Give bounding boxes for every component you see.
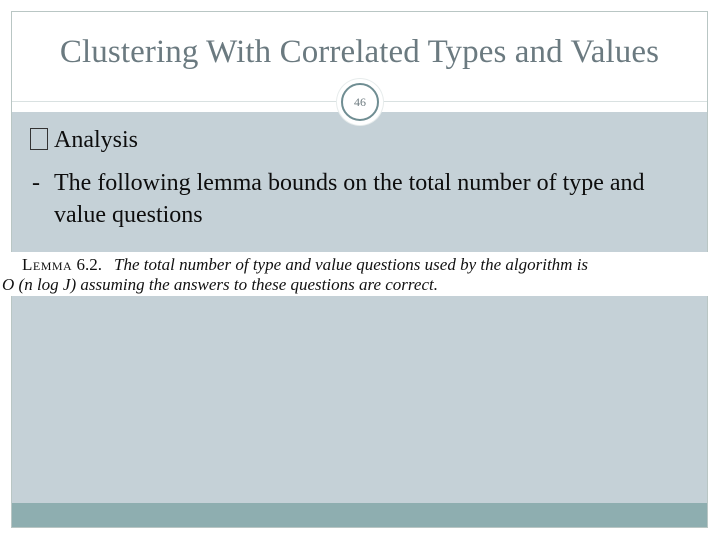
sub-bullet [32,167,692,231]
lemma-id: 6.2. [76,255,102,274]
footer-bar [12,503,707,527]
sub-bullet-text: The following lemma bounds on the total number of type and value questions [54,170,645,228]
lemma-statement-2: assuming the answers to these questions are correct. [80,275,438,294]
bullet-analysis [30,127,138,154]
bullet-box-icon [30,128,48,150]
lemma-image [0,252,720,296]
lemma-line-2 [2,275,438,295]
lemma-math: O (n log J) [2,275,77,294]
bullet-analysis-label: Analysis [54,127,138,153]
lemma-line-1 [22,255,588,275]
sub-bullet-dash: - [32,170,40,196]
slide-number: 46 [341,83,379,121]
lemma-label: Lemma [22,255,73,274]
slide-title: Clustering With Correlated Types and Values [59,34,660,70]
lemma-statement-1: The total number of type and value questions used by the algorithm is [113,255,589,274]
slide-number-badge [337,79,383,125]
